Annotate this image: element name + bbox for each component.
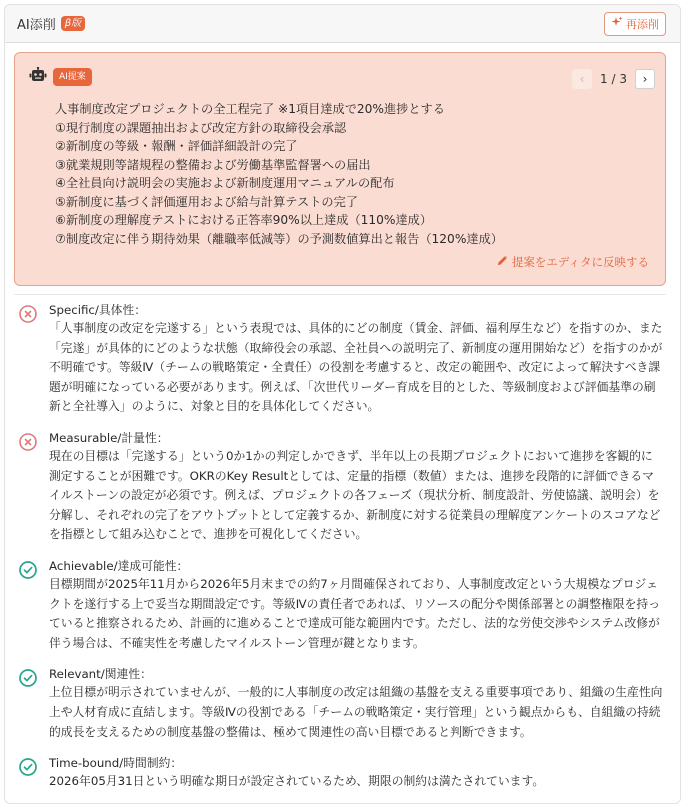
chevron-left-icon: ‹ xyxy=(579,72,585,86)
chevron-right-icon: › xyxy=(642,72,648,86)
suggestion-line: ④全社員向け説明会の実施および新制度運用マニュアルの配布 xyxy=(55,176,395,190)
divider xyxy=(14,294,666,295)
evaluation-heading: Time-bound/時間制約： xyxy=(49,756,183,771)
evaluation-list xyxy=(5,301,681,804)
pencil-icon xyxy=(497,255,508,269)
evaluation-relevant xyxy=(5,665,681,742)
suggestion-line: ⑦制度改定に伴う期待効果（離職率低減等）の予測数値算出と報告（120%達成） xyxy=(55,231,503,246)
prev-suggestion-button[interactable] xyxy=(572,69,592,89)
pager-count: 1 / 3 xyxy=(600,72,627,86)
suggestion-line: ⑤新制度に基づく評価運用および給与計算テストの完了 xyxy=(55,194,358,209)
beta-badge: β版 xyxy=(61,16,85,31)
fail-x-circle-icon xyxy=(18,304,38,324)
evaluation-body: 目標期間が2025年11月から2026年5月末までの約7ヶ月間確保されており、人事制度改定という大規模なプロジェクトを遂行する上で妥当な期間設定です。等級Ⅳの責任者であれば、リソースの配分や関係部署との調整権限を持っていると推察されるため、計画的に進めることで達成可能な範囲内です。ただし、法的な労使交渉やシステム改修が伴う場合は、不確実性を考慮したマイルストーン管理が鍵となります。 xyxy=(49,576,660,650)
suggestion-text xyxy=(55,100,503,248)
redo-review-label: 再添削 xyxy=(626,18,659,31)
title-group xyxy=(17,14,85,33)
evaluation-heading: Specific/具体性： xyxy=(49,303,147,317)
evaluation-body: 2026年05月31日という明確な期日が設定されているため、期限の制約は満たされています。 xyxy=(49,774,545,789)
evaluation-specific xyxy=(5,301,681,417)
evaluation-time-bound xyxy=(5,754,681,792)
suggestion-line: ①現行制度の課題抽出および改定方針の取締役会承認 xyxy=(55,120,347,135)
evaluation-body: 「人事制度の改定を完遂する」という表現では、具体的にどの制度（賃金、評価、福利厚生など）を指すのか、また「完遂」が具体的にどのような状態（取締役会の承認、全社員への説明完了、新制度の運用開始など）を指すのかが不明確です。等級Ⅳ（チームの戦略策定・全責任）の役割を考慮すると、改定の範囲や、改定によって解決すべき課題が明確になっている必要があります。例えば、「次世代リーダー育成を目的とした、等級制度および評価基準の刷新と全社導入」のように、対象と目的を具体化してください。 xyxy=(49,321,663,414)
evaluation-heading: Relevant/関連性： xyxy=(49,667,152,682)
ai-review-panel xyxy=(4,4,681,804)
evaluation-achievable xyxy=(5,557,681,653)
pass-check-circle-icon xyxy=(18,668,38,688)
suggestion-header xyxy=(29,67,92,87)
panel-header xyxy=(5,5,680,43)
robot-icon xyxy=(29,67,47,87)
ai-suggestion-badge: AI提案 xyxy=(53,68,92,86)
suggestion-pager xyxy=(572,69,655,89)
suggestion-line: 人事制度改定プロジェクトの全工程完了 ※1項目達成で20%進捗とする xyxy=(55,102,445,116)
suggestion-line: ②新制度の等級・報酬・評価詳細設計の完了 xyxy=(55,139,298,153)
evaluation-body: 上位目標が明示されていませんが、一般的に人事制度の改定は組織の基盤を支える重要事項であり、組織の生産性向上や人材育成に直結します。等級Ⅳの役割である「チームの戦略策定・実行管理」という観点からも、自組織の持続的成長を支えるための制度基盤の整備は、極めて関連性の高い目標であると判断できます。 xyxy=(49,685,663,739)
pass-check-circle-icon xyxy=(18,560,38,580)
fail-x-circle-icon xyxy=(18,432,38,452)
evaluation-body: 現在の目標は「完遂する」という0か1かの判定しかできず、半年以上の長期プロジェクトにおいて進捗を客観的に測定することが困難です。OKRのKey Resultとしては、定量的指標（数値）または、進捗を段階的に評価できるマイルストーンの設定が必須です。例えば、プロジェクトの各フェーズ（現状分析、制度設計、労使協議、説明会）を分解し、それぞれの完了をアウトプットとして定義するか、新制度に対する従業員の理解度アンケートのスコアなどを指標として組み込むことで、進捗を可視化してください。 xyxy=(49,448,661,542)
panel-title: AI添削 xyxy=(17,18,56,33)
redo-review-button[interactable] xyxy=(604,12,666,36)
evaluation-heading: Achievable/達成可能性： xyxy=(49,558,189,573)
apply-to-editor-label: 提案をエディタに反映する xyxy=(511,255,649,269)
suggestion-line: ③就業規則等諸規程の整備および労働基準監督署への届出 xyxy=(55,157,371,172)
pass-check-circle-icon xyxy=(18,757,38,777)
evaluation-measurable xyxy=(5,429,681,545)
ai-suggestion-card xyxy=(14,52,666,286)
apply-to-editor-link[interactable] xyxy=(497,254,649,270)
evaluation-heading: Measurable/計量性： xyxy=(49,430,169,445)
next-suggestion-button[interactable] xyxy=(635,69,655,89)
suggestion-line: ⑥新制度の理解度テストにおける正答率90%以上達成（110%達成） xyxy=(55,213,433,227)
sparkle-icon xyxy=(611,16,623,31)
